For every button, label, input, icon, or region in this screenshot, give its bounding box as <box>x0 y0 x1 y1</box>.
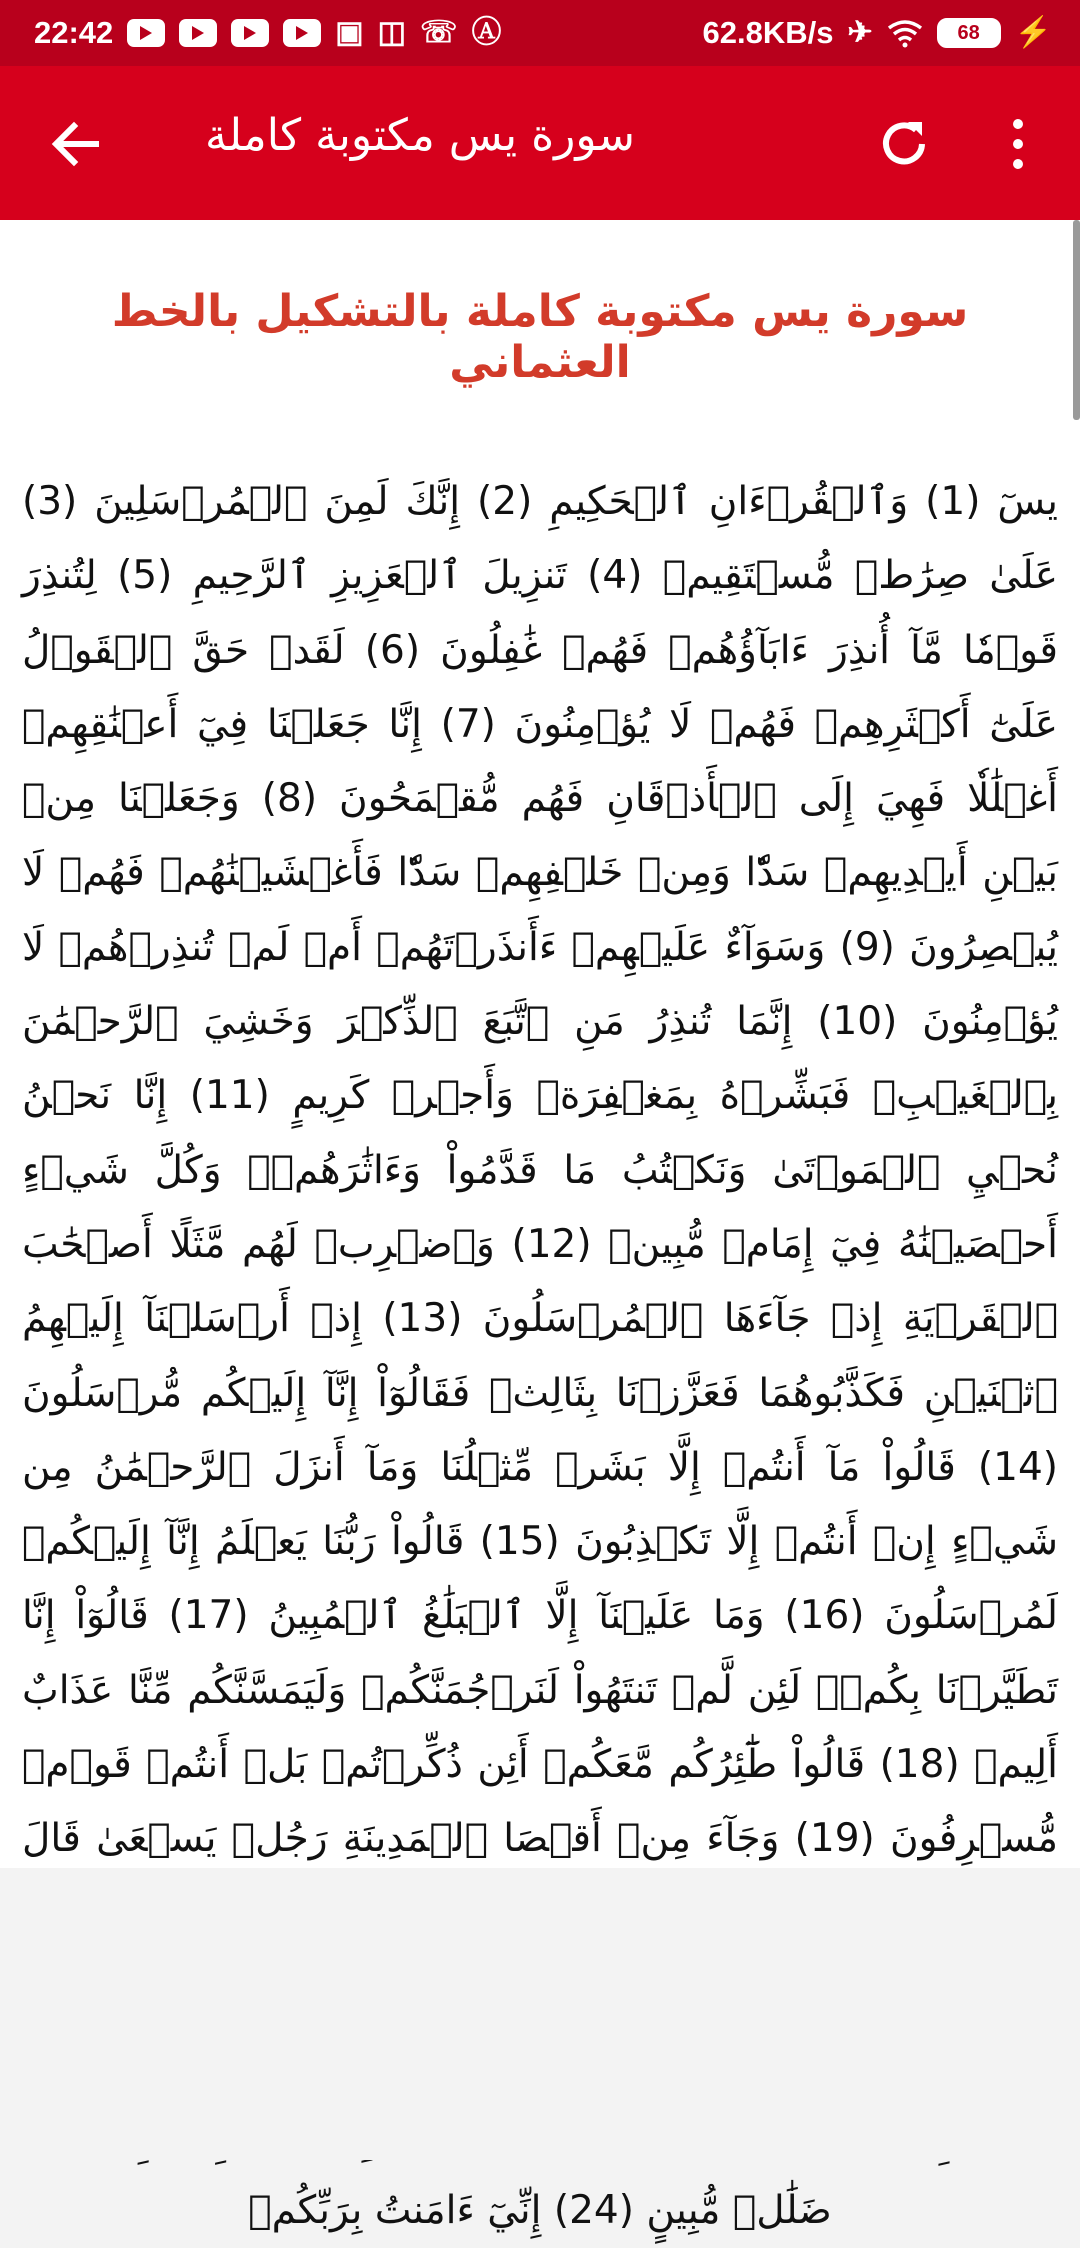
article-content[interactable] <box>0 220 1080 2233</box>
youtube-icon <box>283 19 321 47</box>
youtube-icon <box>179 19 217 47</box>
status-time: 22:42 <box>34 15 114 50</box>
whatsapp-icon: ☏ <box>420 16 458 49</box>
youtube-icon <box>127 19 165 47</box>
back-arrow-icon[interactable] <box>46 114 106 174</box>
status-left <box>34 15 502 51</box>
youtube-icon <box>231 19 269 47</box>
charging-icon: ⚡ <box>1014 16 1052 49</box>
scrollbar[interactable] <box>1073 220 1080 420</box>
app-bar <box>0 66 1080 220</box>
wifi-icon <box>887 18 923 48</box>
tv-icon: ◫ <box>377 16 407 49</box>
surah-text: يسٓ (1) وَٱلۡقُرۡءَانِ ٱلۡحَكِيمِ (2) إِنَّكَ لَمِنَ ٱلۡمُرۡسَلِينَ (3) عَلَىٰ صِرَٰطٖ مُّسۡتَقِيمٖ (4) تَنزِيلَ ٱلۡعَزِيزِ ٱلرَّحِيمِ (5) لِتُنذِرَ قَوۡمٗا مَّآ أُنذِرَ ءَابَآؤُهُمۡ فَهُمۡ غَٰفِلُونَ (6) لَقَدۡ حَقَّ ٱلۡقَوۡلُ عَلَىٰٓ أَكۡثَرِهِمۡ فَهُمۡ لَا يُؤۡمِنُونَ (7) إِنَّا جَعَلۡنَا فِيٓ أَعۡنَٰقِهِمۡ أَغۡلَٰلٗا فَهِيَ إِلَى ٱلۡأَذۡقَانِ فَهُم مُّقۡمَحُونَ (8) وَجَعَلۡنَا مِنۢ بَيۡنِ أَيۡدِيهِمۡ سَدّٗا وَمِنۡ خَلۡفِهِمۡ سَدّٗا فَأَغۡشَيۡنَٰهُمۡ فَهُمۡ لَا يُبۡصِرُونَ (9) وَسَوَآءٌ عَلَيۡهِمۡ ءَأَنذَرۡتَهُمۡ أَمۡ لَمۡ تُنذِرۡهُمۡ لَا يُؤۡمِنُونَ (10) إِنَّمَا تُنذِرُ مَنِ ٱتَّبَعَ ٱلذِّكۡرَ وَخَشِيَ ٱلرَّحۡمَٰنَ بِٱلۡغَيۡبِۖ فَبَشِّرۡهُ بِمَغۡفِرَةٖ وَأَجۡرٖ كَرِيمٍ (11) إِنَّا نَحۡنُ نُحۡيِ ٱلۡمَوۡتَىٰ وَنَكۡتُبُ مَا قَدَّمُواْ وَءَاثَٰرَهُمۡۚ وَكُلَّ شَيۡءٍ أَحۡصَيۡنَٰهُ فِيٓ إِمَامٖ مُّبِينٖ (12) وَٱضۡرِبۡ لَهُم مَّثَلًا أَصۡحَٰبَ ٱلۡقَرۡيَةِ إِذۡ جَآءَهَا ٱلۡمُرۡسَلُونَ (13) إِذۡ أَرۡسَلۡنَآ إِلَيۡهِمُ ٱثۡنَيۡنِ فَكَذَّبُوهُمَا فَعَزَّزۡنَا بِثَالِثٖ فَقَالُوٓاْ إِنَّآ إِلَيۡكُم مُّرۡسَلُونَ (14) قَالُواْ مَآ أَنتُمۡ إِلَّا بَشَرٞ مِّثۡلُنَا وَمَآ أَنزَلَ ٱلرَّحۡمَٰنُ مِن شَيۡءٍ إِنۡ أَنتُمۡ إِلَّا تَكۡذِبُونَ (15) قَالُواْ رَبُّنَا يَعۡلَمُ إِنَّآ إِلَيۡكُمۡ لَمُرۡسَلُونَ (16) وَمَا عَلَيۡنَآ إِلَّا ٱلۡبَلَٰغُ ٱلۡمُبِينُ (17) قَالُوٓاْ إِنَّا تَطَيَّرۡنَا بِكُمۡۖ لَئِن لَّمۡ تَنتَهُواْ لَنَرۡجُمَنَّكُمۡ وَلَيَمَسَّنَّكُم مِّنَّا عَذَابٌ أَلِيمٞ (18) قَالُواْ طَٰٓئِرُكُم مَّعَكُمۡ أَئِن ذُكِّرۡتُمۚ بَلۡ أَنتُمۡ قَوۡمٞ مُّسۡرِفُونَ (19) وَجَآءَ مِنۡ أَقۡصَا ٱلۡمَدِينَةِ رَجُلٞ يَسۡعَىٰ قَالَ ضَلَٰلٖ مُّبِينٍ (24) إِنِّيٓ ءَامَنتُ بِرَبِّكُمۡ <box>22 479 1059 2233</box>
chat-icon: ▣ <box>335 16 364 49</box>
blank-bottom-area <box>0 1868 1080 2160</box>
a-icon: Ⓐ <box>471 16 502 49</box>
app-bar-title: سورة يس مكتوبة كاملة <box>205 110 635 161</box>
battery-icon <box>937 18 1001 48</box>
status-bar <box>0 0 1080 66</box>
battery-level: 68 <box>957 21 980 44</box>
article-heading: سورة يس مكتوبة كاملة بالتشكيل بالخط العثماني <box>111 286 969 388</box>
airplane-icon: ✈ <box>847 16 873 49</box>
more-options-icon[interactable] <box>1000 114 1036 174</box>
refresh-icon[interactable] <box>876 116 932 172</box>
status-right <box>703 15 1052 51</box>
network-speed: 62.8KB/s <box>702 15 834 50</box>
